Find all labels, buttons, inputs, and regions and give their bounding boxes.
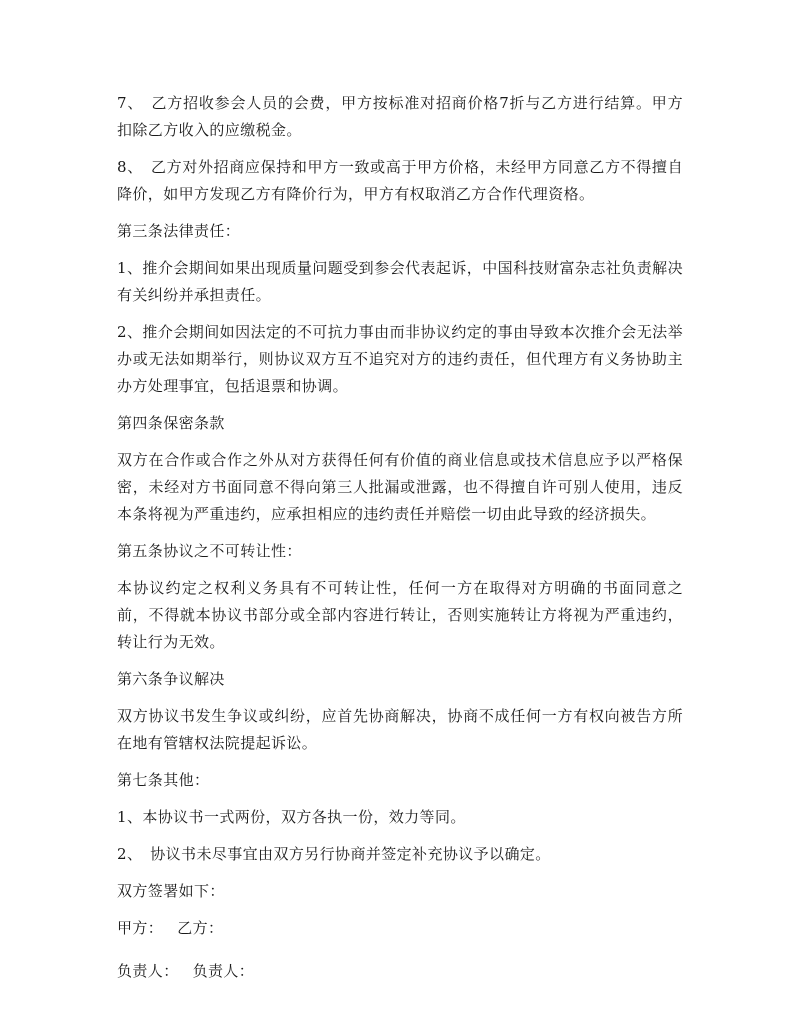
party-a-label: 甲方： (117, 919, 164, 937)
document-page (117, 90, 683, 1001)
article-3-item-2: 2、推介会期间如因法定的不可抗力事由而非协议约定的事由导致本次推介会无法举办或无法如期举行，则协议双方互不追究对方的违约责任，但代理方有义务协助主办方处理事宜，包括退票和协调。 (117, 323, 683, 395)
clause-7: 7、 乙方招收参会人员的会费，甲方按标准对招商价格7折与乙方进行结算。甲方扣除乙方收入的应缴税金。 (117, 94, 683, 139)
article-7-heading: 第七条其他： (117, 771, 210, 789)
article-6-body: 双方协议书发生争议或纠纷，应首先协商解决，协商不成任何一方有权向被告方所在地有管辖权法院提起诉讼。 (117, 707, 683, 752)
article-7-item-1: 1、本协议书一式两份，双方各执一份，效力等同。 (117, 808, 466, 826)
representative-signature-line (117, 958, 683, 985)
article-6-heading: 第六条争议解决 (117, 670, 225, 688)
clause-8: 8、 乙方对外招商应保持和甲方一致或高于甲方价格，未经甲方同意乙方不得擅自降价，如甲方发现乙方有降价行为，甲方有权取消乙方合作代理资格。 (117, 158, 683, 203)
article-4-body: 双方在合作或合作之外从对方获得任何有价值的商业信息或技术信息应予以严格保密，未经对方书面同意不得向第三人批漏或泄露，也不得擅自许可别人使用，违反本条将视为严重违约，应承担相应的违约责任并赔偿一切由此导致的经济损失。 (117, 451, 683, 523)
article-3-heading: 第三条法律责任： (117, 222, 241, 240)
rep-b-label: 负责人： (192, 962, 255, 980)
article-5-body: 本协议约定之权利义务具有不可转让性，任何一方在取得对方明确的书面同意之前，不得就本协议书部分或全部内容进行转让，否则实施转让方将视为严重违约，转让行为无效。 (117, 579, 683, 651)
article-4-heading: 第四条保密条款 (117, 414, 225, 432)
article-7-item-2: 2、 协议书未尽事宜由双方另行协商并签定补充协议予以确定。 (117, 845, 551, 863)
party-b-label: 乙方： (177, 919, 224, 937)
rep-a-label: 负责人： (117, 962, 179, 980)
article-5-heading: 第五条协议之不可转让性： (117, 542, 302, 560)
signature-intro: 双方签署如下： (117, 882, 225, 900)
article-3-item-1: 1、推介会期间如果出现质量问题受到参会代表起诉，中国科技财富杂志社负责解决有关纠纷并承担责任。 (117, 259, 683, 304)
party-signature-line (117, 915, 683, 942)
